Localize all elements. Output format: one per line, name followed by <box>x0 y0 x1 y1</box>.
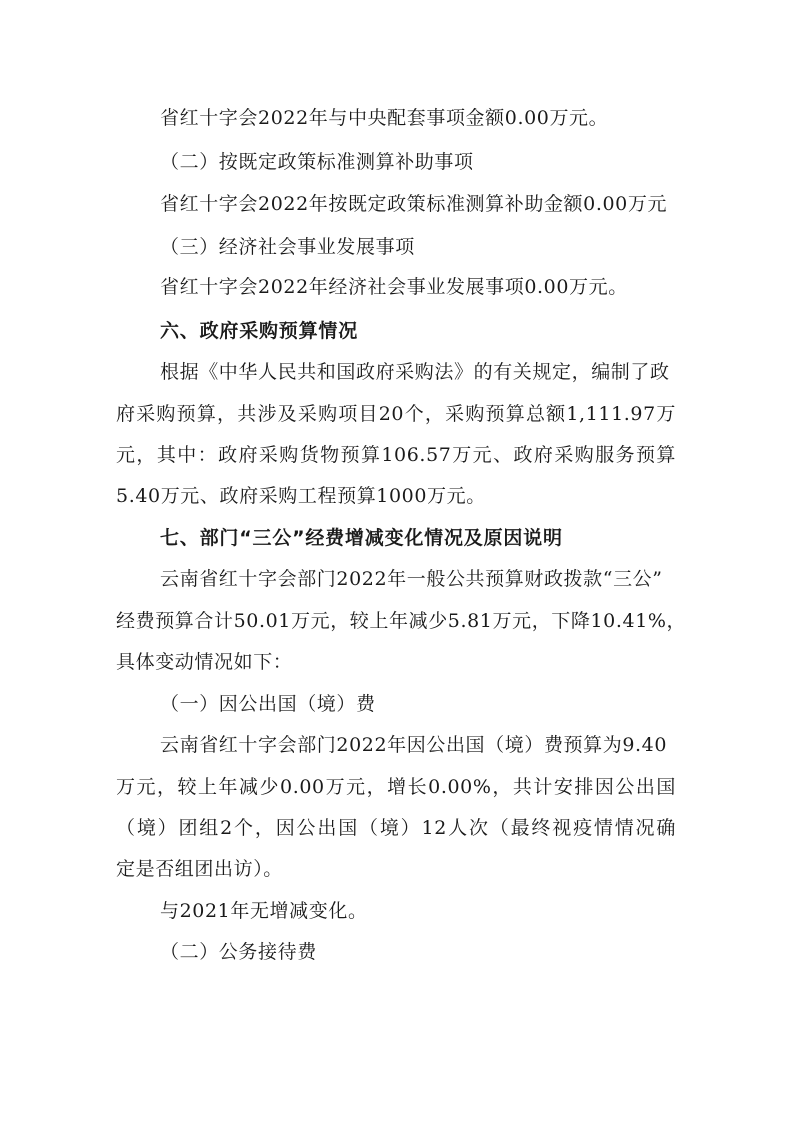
paragraph-overseas-line-1: 云南省红十字会部门2022年因公出国（境）费预算为9.40 <box>160 734 668 756</box>
paragraph-procurement-line-1: 根据《中华人民共和国政府采购法》的有关规定，编制了政 <box>160 361 670 383</box>
subheading-overseas-travel: （一）因公出国（境）费 <box>160 693 376 715</box>
paragraph-no-change: 与2021年无增减变化。 <box>160 900 368 922</box>
subheading-policy-standard: （二）按既定政策标准测算补助事项 <box>160 151 474 173</box>
paragraph-three-public-line-3: 具体变动情况如下： <box>116 651 293 673</box>
subheading-economic-social: （三）经济社会事业发展事项 <box>160 236 415 258</box>
paragraph-overseas-line-3: （境）团组2个，因公出国（境）12人次（最终视疫情情况确 <box>116 817 676 839</box>
paragraph-procurement-line-3: 元，其中：政府采购货物预算106.57万元、政府采购服务预算 <box>116 444 676 466</box>
subheading-official-reception: （二）公务接待费 <box>160 941 317 963</box>
paragraph-central-matching: 省红十字会2022年与中央配套事项金额0.00万元。 <box>160 107 609 129</box>
paragraph-three-public-line-1: 云南省红十字会部门2022年一般公共预算财政拨款“三公” <box>160 568 663 590</box>
paragraph-overseas-line-4: 定是否组团出访）。 <box>116 858 283 880</box>
paragraph-procurement-line-4: 5.40万元、政府采购工程预算1000万元。 <box>116 485 486 507</box>
section-heading-procurement: 六、政府采购预算情况 <box>160 320 359 342</box>
paragraph-overseas-line-2: 万元，较上年减少0.00万元，增长0.00%，共计安排因公出国 <box>116 776 676 798</box>
paragraph-three-public-line-2: 经费预算合计50.01万元，较上年减少5.81万元，下降10.41%， <box>116 610 687 632</box>
section-heading-three-public: 七、部门“三公”经费增减变化情况及原因说明 <box>160 527 563 549</box>
paragraph-procurement-line-2: 府采购预算，共涉及采购项目20个，采购预算总额1,111.97万 <box>116 403 676 425</box>
paragraph-economic-social: 省红十字会2022年经济社会事业发展事项0.00万元。 <box>160 276 628 298</box>
paragraph-policy-standard: 省红十字会2022年按既定政策标准测算补助金额0.00万元 <box>160 193 668 215</box>
